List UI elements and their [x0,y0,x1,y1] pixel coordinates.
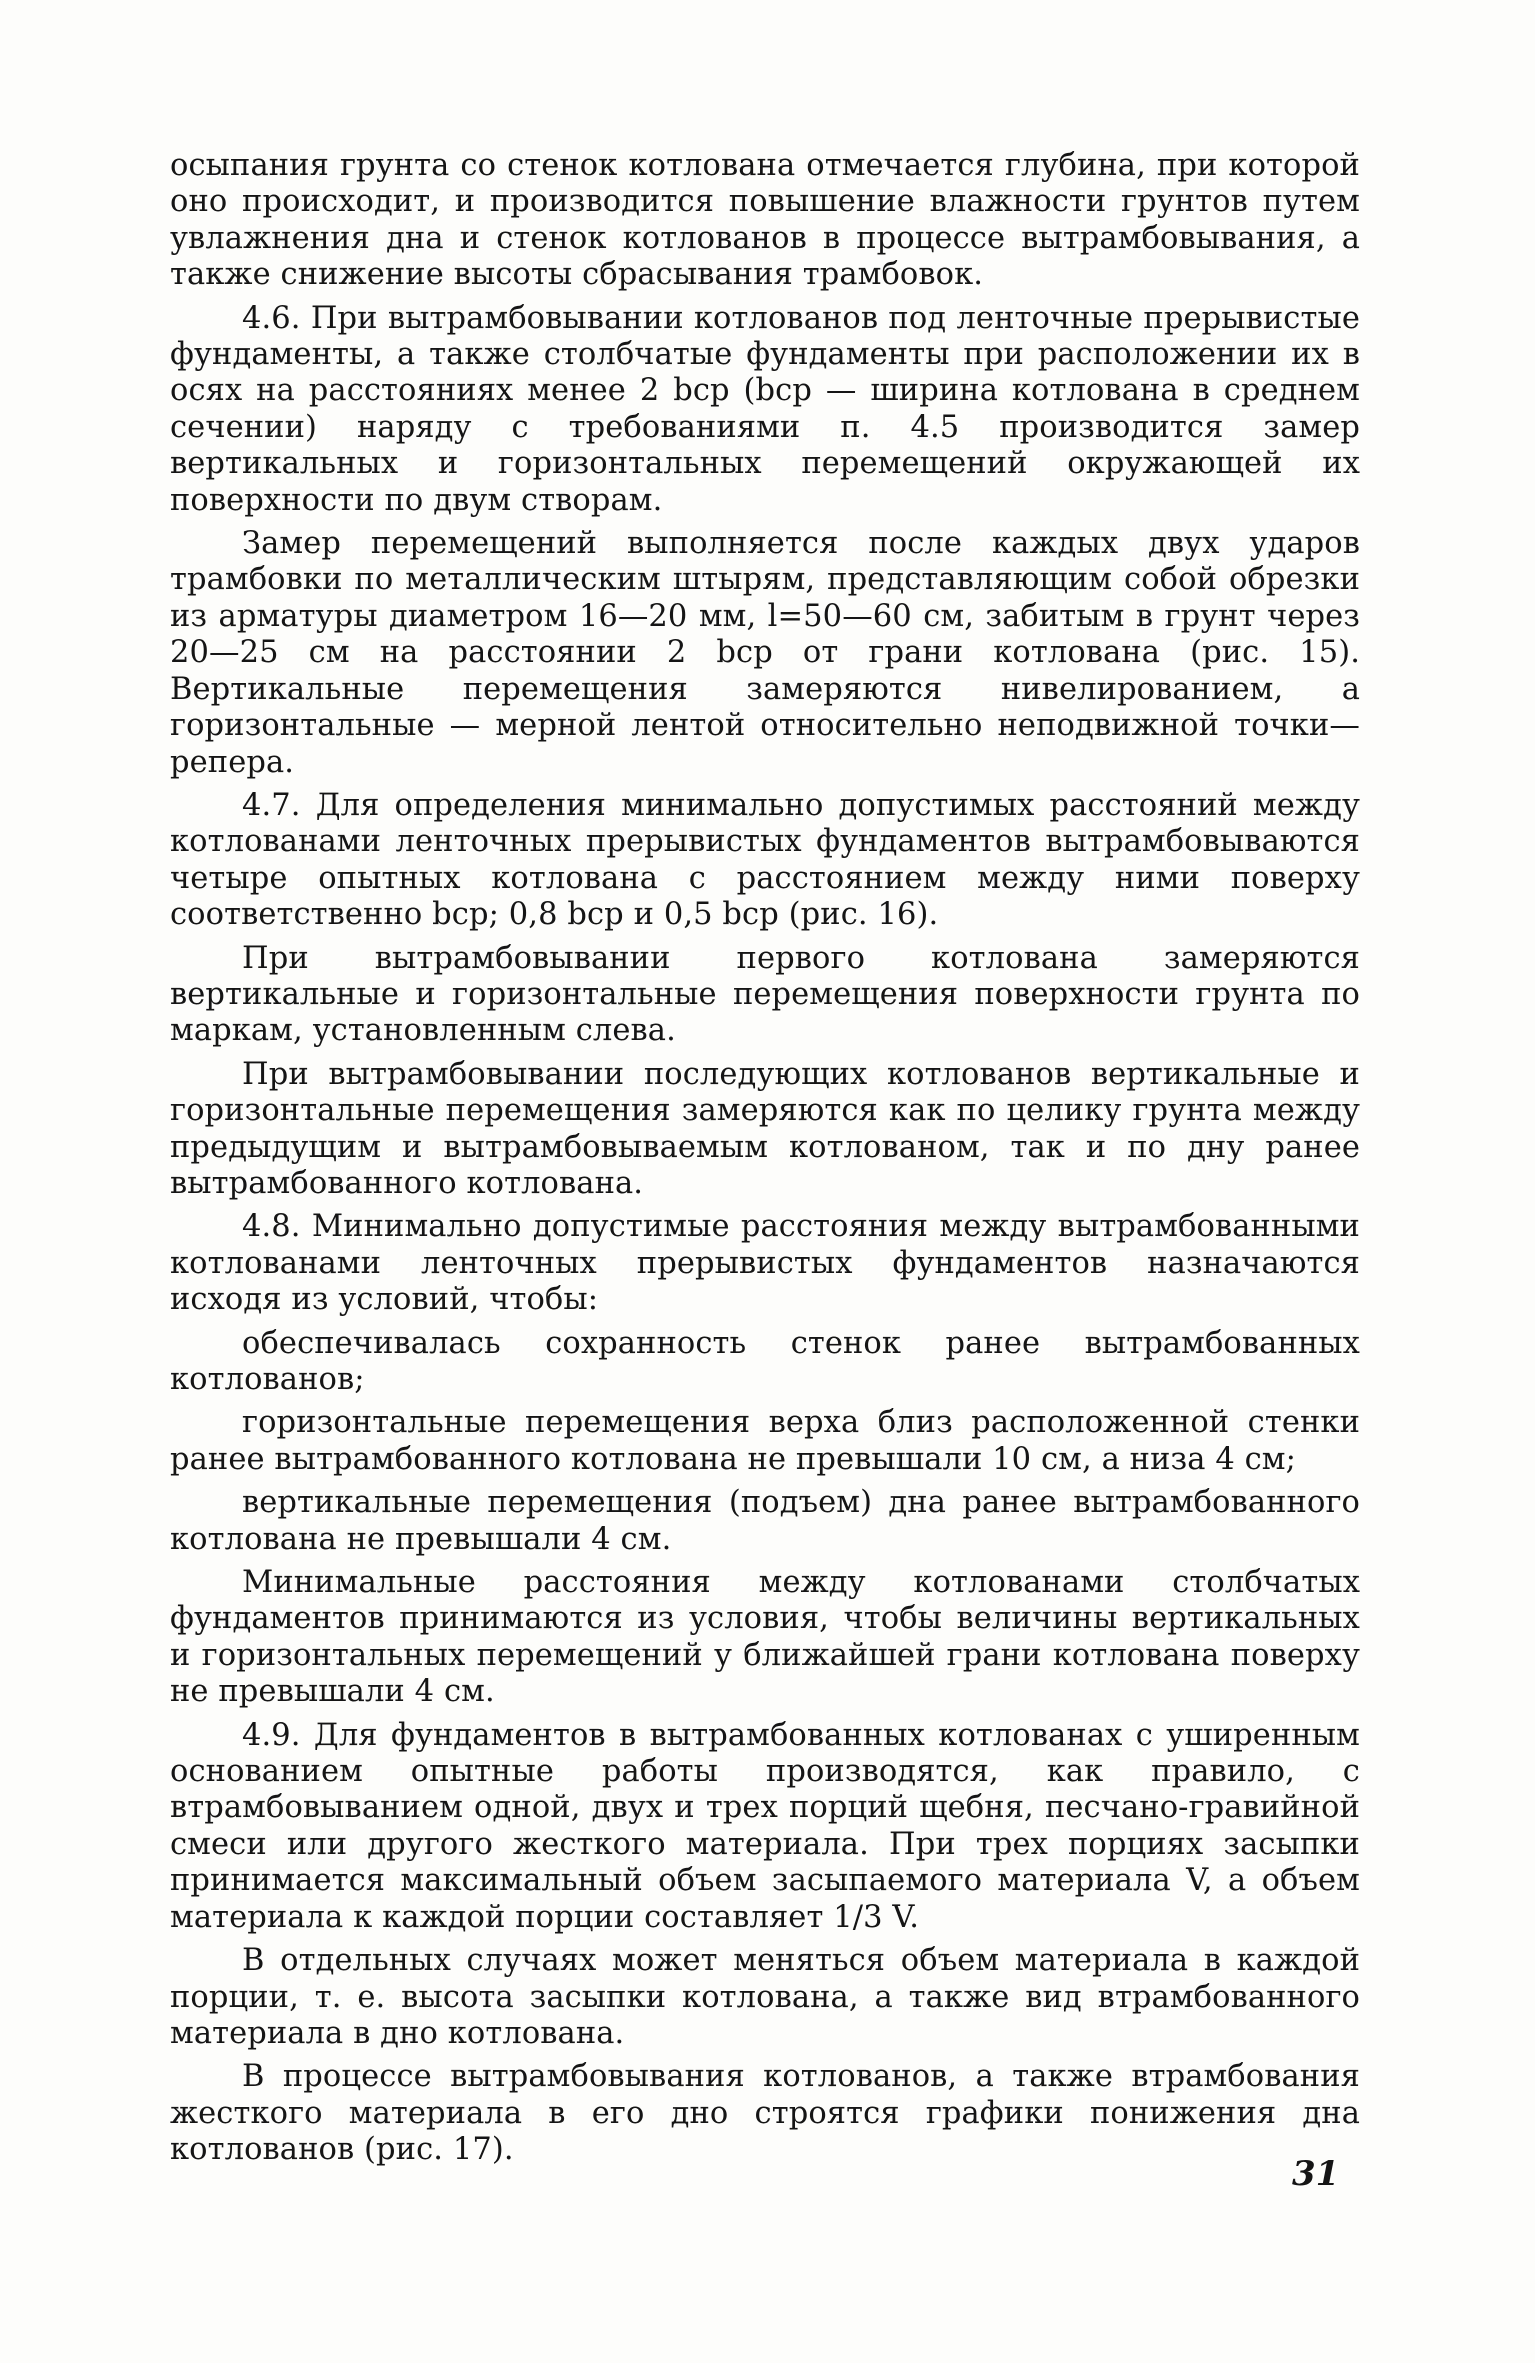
paragraph-condition-2: горизонтальные перемещения верха близ расположенной стенки ранее вытрамбованного котлована не превышали 10 см, а низа 4 см; [170,1405,1360,1477]
page-number: 31 [1292,2154,1340,2194]
paragraph-subsequent-pits: При вытрамбовывании последующих котлованов вертикальные и горизонтальные перемещения замеряются как по целику грунта между предыдущим и вытрамбовываемым котлованом, так и по дну ранее вытрамбованного котлована. [170,1056,1360,1201]
paragraph-graphs: В процессе вытрамбовывания котлованов, а также втрамбования жесткого материала в его дно строятся графики понижения дна котлованов (рис. 17). [170,2059,1360,2168]
paragraph-condition-3: вертикальные перемещения (подъем) дна ранее вытрамбованного котлована не превышали 4 см. [170,1485,1360,1557]
paragraph-measurement: Замер перемещений выполняется после каждых двух ударов трамбовки по металлическим штырям, представляющим собой обрезки из арматуры диаметром 16—20 мм, l=50—60 см, забитым в грунт через 20—25 см на расстоянии 2 bср от грани котлована (рис. 15). Вертикальные перемещения замеряются нивелированием, а горизонтальные — мерной лентой относительно неподвижной точки—репера. [170,526,1360,780]
paragraph-4-7: 4.7. Для определения минимально допустимых расстояний между котлованами ленточных прерывистых фундаментов вытрамбовываются четыре опытных котлована с расстоянием между ними поверху соответственно bср; 0,8 bср и 0,5 bср (рис. 16). [170,787,1360,933]
paragraph-condition-1: обеспечивалась сохранность стенок ранее вытрамбованных котлованов; [170,1325,1360,1397]
body-text [170,148,1360,2176]
paragraph-column-foundations: Минимальные расстояния между котлованами столбчатых фундаментов принимаются из условия, чтобы величины вертикальных и горизонтальных перемещений у ближайшей грани котлована поверху не превышали 4 см. [170,1565,1360,1710]
paragraph-first-pit: При вытрамбовывании первого котлована замеряются вертикальные и горизонтальные перемещения поверхности грунта по маркам, установленным слева. [170,940,1360,1049]
paragraph-4-8: 4.8. Минимально допустимые расстояния между вытрамбованными котлованами ленточных прерывистых фундаментов назначаются исходя из условий, чтобы: [170,1209,1360,1318]
paragraph-special-cases: В отдельных случаях может меняться объем материала в каждой порции, т. е. высота засыпки котлована, а также вид втрамбованного материала в дно котлована. [170,1943,1360,2051]
paragraph-4-6: 4.6. При вытрамбовывании котлованов под ленточные прерывистые фундаменты, а также столбчатые фундаменты при расположении их в осях на расстояниях менее 2 bср (bср — ширина котлована в среднем сечении) наряду с требованиями п. 4.5 производится замер вертикальных и горизонтальных перемещений окружающей их поверхности по двум створам. [170,300,1360,518]
paragraph-4-9: 4.9. Для фундаментов в вытрамбованных котлованах с уширенным основанием опытные работы производятся, как правило, с втрамбовыванием одной, двух и трех порций щебня, песчано-гравийной смеси или другого жесткого материала. При трех порциях засыпки принимается максимальный объем засыпаемого материала V, а объем материала к каждой порции составляет 1/3 V. [170,1717,1360,1935]
paragraph-continuation: осыпания грунта со стенок котлована отмечается глубина, при которой оно происходит, и производится повышение влажности грунтов путем увлажнения дна и стенок котлованов в процессе вытрамбовывания, а также снижение высоты сбрасывания трамбовок. [170,148,1360,293]
